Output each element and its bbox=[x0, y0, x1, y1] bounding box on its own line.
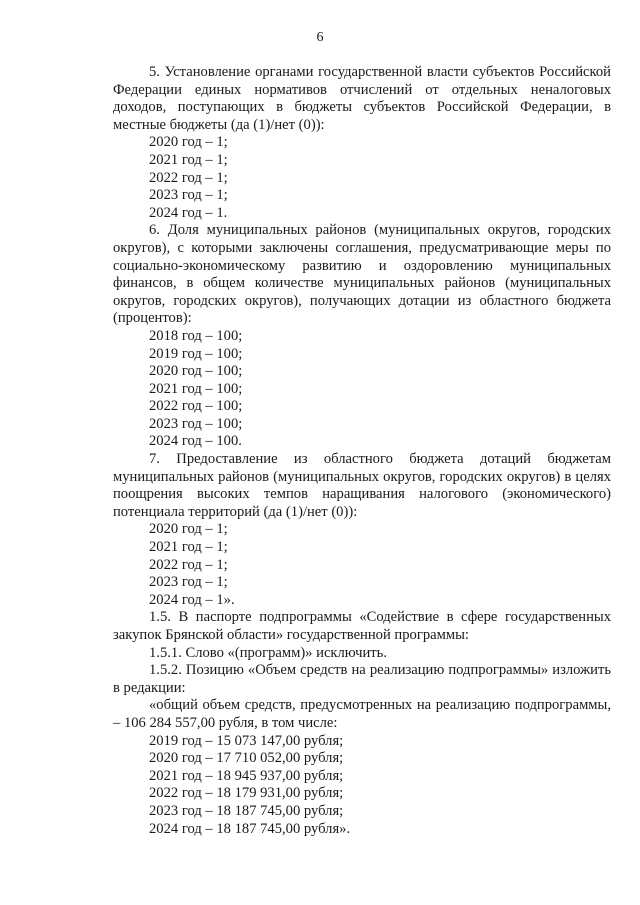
list-item: 2020 год – 1; bbox=[149, 134, 228, 151]
list-item: 2019 год – 100; bbox=[149, 345, 243, 362]
list-item: 2018 год – 100; bbox=[149, 327, 243, 344]
list-item: 2023 год – 100; bbox=[149, 415, 243, 432]
list-item: 2024 год – 18 187 745,00 рубля». bbox=[149, 820, 351, 837]
paragraph: 7. Предоставление из областного бюджета дотаций бюджетам муниципальных районов (муниципальных округов, городских округов) в целях поощрения высоких темпов наращивания налогового (экономического) потенциала территорий (да (1)/нет (0)): bbox=[113, 451, 611, 520]
list-item: 2020 год – 100; bbox=[149, 363, 243, 380]
paragraph: «общий объем средств, предусмотренных на реализацию подпрограммы, – 106 284 557,00 рубля, в том числе: bbox=[113, 697, 611, 731]
list-item: 2024 год – 1». bbox=[149, 591, 235, 608]
list-item: 2022 год – 1; bbox=[149, 169, 228, 186]
list-item: 2023 год – 1; bbox=[149, 187, 228, 204]
paragraph: 1.5. В паспорте подпрограммы «Содействие в сфере государственных закупок Брянской области» государственной программы: bbox=[113, 609, 611, 643]
paragraph: 1.5.2. Позицию «Объем средств на реализацию подпрограммы» изложить в редакции: bbox=[113, 662, 611, 696]
list-item: 2021 год – 1; bbox=[149, 539, 228, 556]
list-item: 2024 год – 1. bbox=[149, 204, 228, 221]
list-item: 2020 год – 17 710 052,00 рубля; bbox=[149, 750, 344, 767]
list-item: 2022 год – 18 179 931,00 рубля; bbox=[149, 785, 344, 802]
list-item: 1.5.1. Слово «(программ)» исключить. bbox=[149, 644, 387, 661]
paragraph: 5. Установление органами государственной власти субъектов Российской Федерации единых нормативов отчислений от отдельных неналоговых доходов, поступающих в бюджеты субъектов Российской Федерации, в местные бюджеты (да (1)/нет (0)): bbox=[113, 64, 611, 133]
list-item: 2024 год – 100. bbox=[149, 433, 242, 450]
list-item: 2019 год – 15 073 147,00 рубля; bbox=[149, 732, 344, 749]
page-number: 6 bbox=[316, 30, 324, 45]
list-item: 2021 год – 1; bbox=[149, 151, 228, 168]
list-item: 2021 год – 18 945 937,00 рубля; bbox=[149, 767, 344, 784]
list-item: 2020 год – 1; bbox=[149, 521, 228, 538]
list-item: 2022 год – 100; bbox=[149, 398, 243, 415]
list-item: 2023 год – 1; bbox=[149, 574, 228, 591]
document-body bbox=[113, 64, 611, 838]
list-item: 2021 год – 100; bbox=[149, 380, 243, 397]
paragraph: 6. Доля муниципальных районов (муниципальных округов, городских округов), с которыми заключены соглашения, предусматривающие меры по социально-экономическому развитию и оздоровлению муниципальных финансов, в общем количестве муниципальных районов (муниципальных округов, городских округов), получающих дотации из областного бюджета (процентов): bbox=[113, 222, 611, 327]
list-item: 2022 год – 1; bbox=[149, 556, 228, 573]
list-item: 2023 год – 18 187 745,00 рубля; bbox=[149, 802, 344, 819]
